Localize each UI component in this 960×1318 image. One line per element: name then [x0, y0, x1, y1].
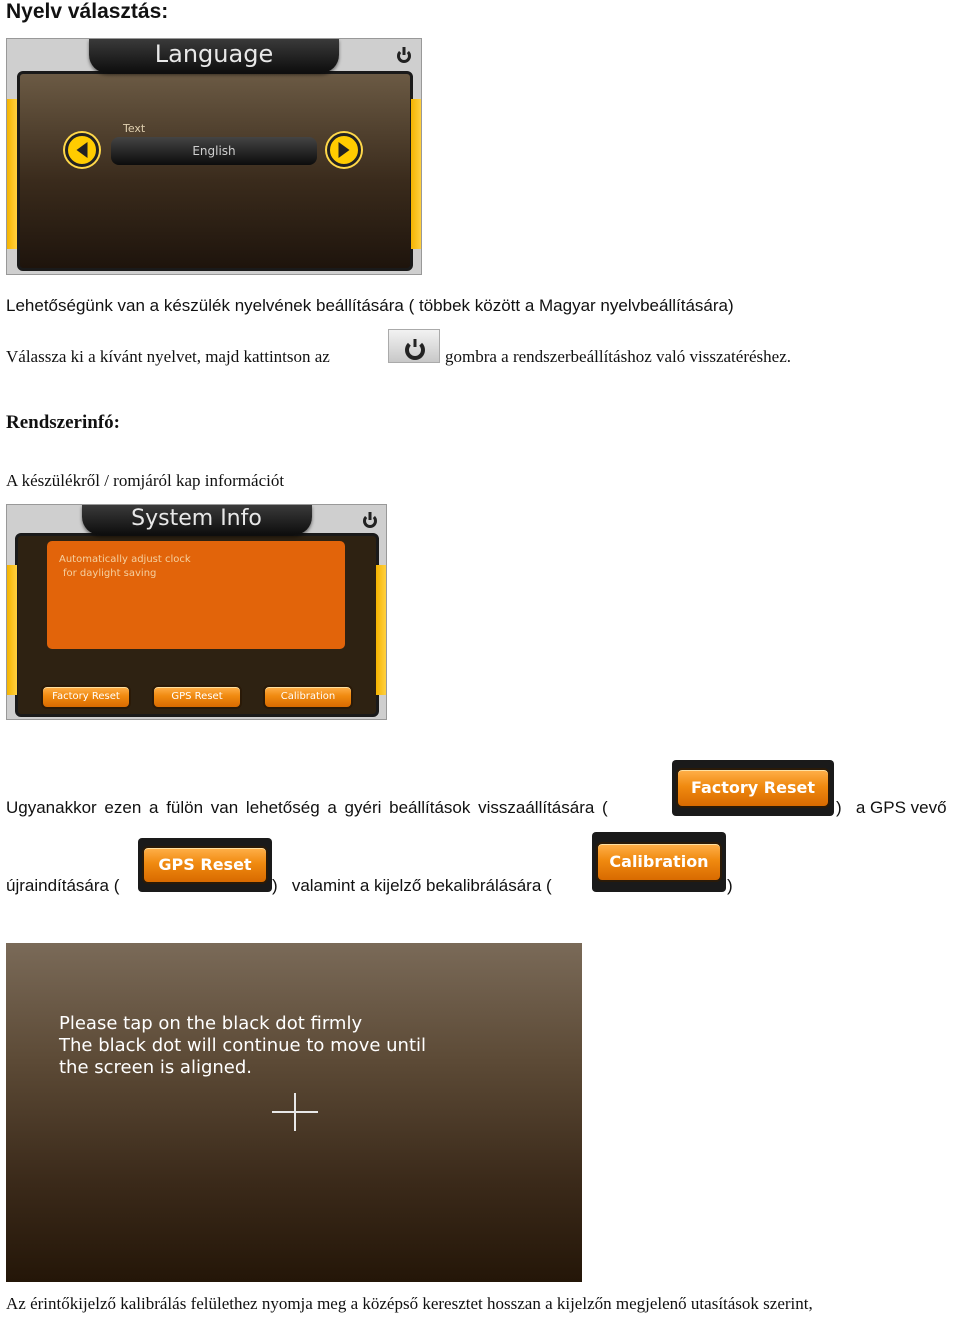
sysinfo-screenshot: [6, 504, 387, 720]
calibration-button[interactable]: Calibration: [263, 685, 353, 709]
calibration-line3: the screen is aligned.: [59, 1057, 253, 1078]
sysinfo-line2-b: ) valamint a kijelző bekalibrálására (: [272, 876, 552, 895]
gps-reset-image: [138, 838, 272, 892]
calibration-line1: Please tap on the black dot firmly: [59, 1013, 363, 1034]
sysinfo-line1-start: Ugyanakkor ezen a fülön van lehetőség a gyéri beállítások visszaállítására (: [6, 798, 608, 817]
calibration-image: [592, 832, 726, 892]
power-icon[interactable]: [363, 514, 377, 528]
language-title: Language: [89, 39, 339, 73]
factory-reset-button[interactable]: Factory Reset: [41, 685, 131, 709]
next-language-button[interactable]: [327, 133, 361, 167]
calibration-inline-button: Calibration: [596, 842, 722, 882]
dst-line2: for daylight saving: [63, 568, 157, 579]
gps-reset-button[interactable]: GPS Reset: [152, 685, 242, 709]
sysinfo-line2-c: ): [727, 876, 733, 895]
left-yellow-bar: [7, 99, 17, 249]
calibration-line2: The black dot will continue to move until: [59, 1035, 427, 1056]
calibration-screenshot[interactable]: [6, 943, 582, 1282]
language-panel: [17, 71, 413, 271]
dst-setting-panel[interactable]: [47, 541, 345, 649]
previous-language-button[interactable]: [65, 133, 99, 167]
sysinfo-intro: A készülékről / romjáról kap információt: [6, 471, 285, 490]
sysinfo-heading: Rendszerinfó:: [6, 412, 120, 433]
language-heading: Nyelv választás:: [6, 0, 169, 23]
sysinfo-line1-end: ) a GPS vevő: [836, 798, 947, 817]
gps-reset-inline-button: GPS Reset: [142, 846, 268, 884]
right-yellow-bar: [376, 565, 386, 695]
language-screenshot: [6, 38, 422, 275]
sysinfo-line2-a: újraindítására (: [6, 876, 120, 895]
power-icon-inline: [405, 340, 425, 360]
dst-line1: Automatically adjust clock: [59, 554, 191, 565]
crosshair-vertical[interactable]: [294, 1093, 296, 1131]
factory-reset-inline-button: Factory Reset: [676, 768, 830, 808]
power-icon[interactable]: [397, 49, 411, 63]
calibration-instructions: [59, 1013, 426, 1079]
factory-reset-image: [672, 760, 834, 816]
language-field-label: Text: [123, 122, 146, 135]
sysinfo-title: System Info: [82, 505, 312, 535]
language-value[interactable]: English: [111, 137, 317, 165]
left-yellow-bar: [7, 565, 17, 695]
language-description: Lehetőségünk van a készülék nyelvének beállítására ( többek között a Magyar nyelvbeállítására): [6, 296, 734, 315]
calibration-footer: Az érintőkijelző kalibrálás felülethez nyomja meg a középső keresztet hosszan a kijelzőn megjelenő utasítások szerint,: [6, 1294, 813, 1313]
language-instruction-end: gombra a rendszerbeállításhoz való visszatéréshez.: [445, 347, 791, 366]
power-button-image: [388, 329, 440, 363]
language-instruction-start: Válassza ki a kívánt nyelvet, majd kattintson az: [6, 347, 330, 366]
right-yellow-bar: [411, 99, 421, 249]
